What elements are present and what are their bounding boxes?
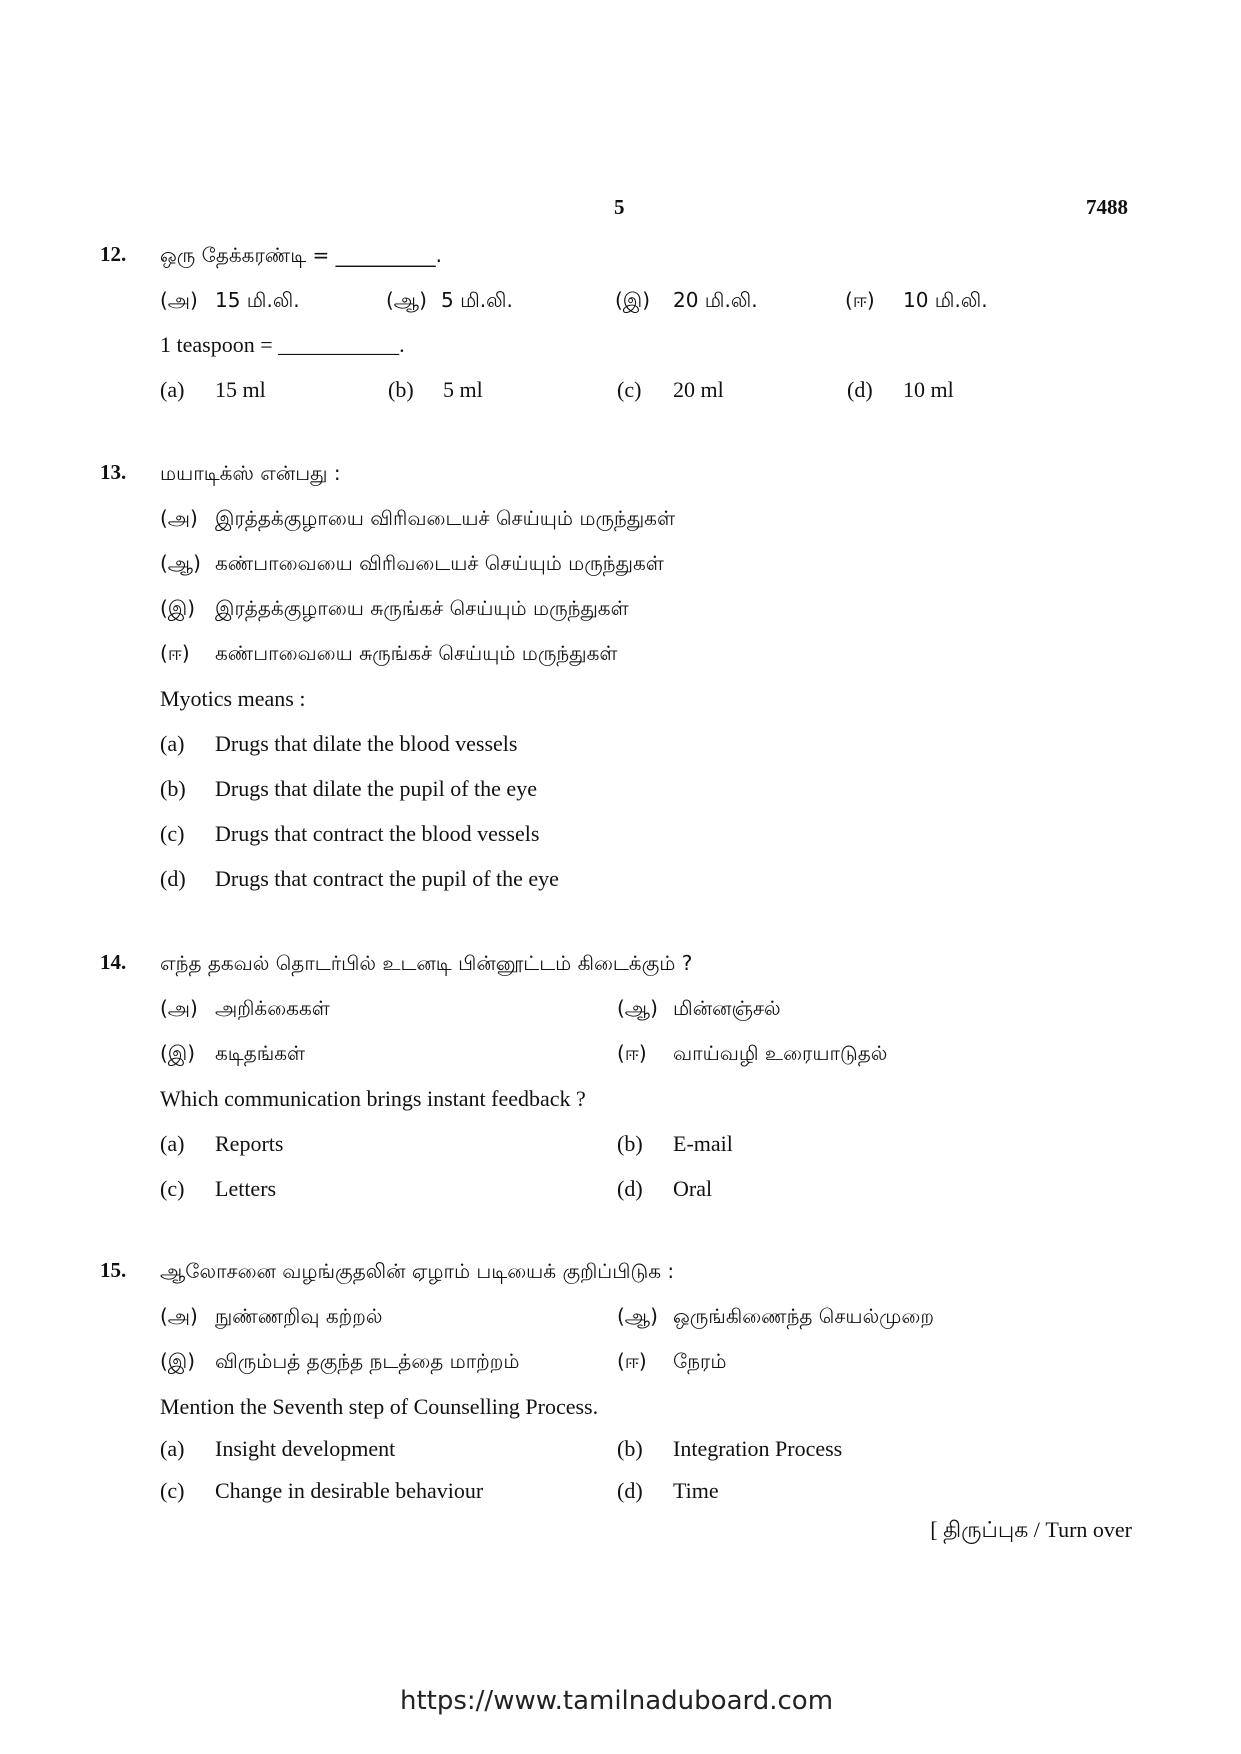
page-number: 5 (614, 195, 625, 219)
option-text: கடிதங்கள் (215, 1041, 306, 1065)
option-text: 20 மி.லி. (673, 288, 758, 312)
question-text-tamil: எந்த தகவல் தொடர்பில் உடனடி பின்னூட்டம் கிடைக்கும் ? (160, 951, 693, 975)
option-text: வாய்வழி உரையாடுதல் (673, 1041, 888, 1065)
question-number: 14. (100, 950, 127, 974)
option-label: (d) (847, 377, 873, 402)
option-text: இரத்தக்குழாயை விரிவடையச் செய்யும் மருந்துகள் (215, 506, 676, 530)
option-label: (இ) (160, 596, 196, 620)
option-text: Drugs that contract the pupil of the eye (215, 866, 559, 891)
option-label: (b) (388, 377, 414, 402)
option-text: ஒருங்கிணைந்த செயல்முறை (673, 1304, 934, 1328)
option-text: Reports (215, 1131, 284, 1156)
option-label: (அ) (160, 1304, 198, 1328)
option-text: மின்னஞ்சல் (673, 996, 781, 1020)
option-label: (c) (617, 377, 642, 402)
option-label: (a) (160, 377, 185, 402)
question-text-tamil: ஆலோசனை வழங்குதலின் ஏழாம் படியைக் குறிப்பிடுக : (160, 1259, 675, 1283)
option-text: கண்பாவையை விரிவடையச் செய்யும் மருந்துகள் (215, 551, 664, 575)
option-text: இரத்தக்குழாயை சுருங்கச் செய்யும் மருந்துகள் (215, 596, 629, 620)
option-label: (b) (617, 1436, 643, 1461)
question-text-tamil: மயாடிக்ஸ் என்பது : (160, 461, 341, 485)
option-label: (ஆ) (617, 1304, 658, 1328)
option-text: Letters (215, 1176, 277, 1201)
option-label: (d) (617, 1176, 643, 1201)
option-text: அறிக்கைகள் (215, 996, 330, 1020)
option-label: (ஈ) (617, 1041, 647, 1065)
question-number: 15. (100, 1258, 127, 1282)
option-label: (ஈ) (845, 288, 875, 312)
option-label: (d) (160, 866, 186, 891)
option-label: (ஆ) (617, 996, 658, 1020)
option-text: Insight development (215, 1436, 396, 1461)
option-label: (c) (160, 1478, 185, 1503)
option-text: E-mail (673, 1131, 733, 1156)
option-text: 15 மி.லி. (215, 288, 300, 312)
question-text-english: Which communication brings instant feedback ? (160, 1086, 586, 1111)
option-text: Change in desirable behaviour (215, 1478, 484, 1503)
option-text: 15 ml (215, 377, 266, 402)
option-label: (அ) (160, 288, 198, 312)
option-text: Drugs that dilate the blood vessels (215, 731, 518, 756)
option-text: Integration Process (673, 1436, 843, 1461)
option-label: (c) (160, 821, 185, 846)
option-text: விரும்பத் தகுந்த நடத்தை மாற்றம் (215, 1349, 520, 1373)
option-label: (ஆ) (386, 288, 427, 312)
option-label: (அ) (160, 996, 198, 1020)
option-label: (ஆ) (160, 551, 201, 575)
option-label: (d) (617, 1478, 643, 1503)
option-text: 10 மி.லி. (903, 288, 988, 312)
option-label: (இ) (160, 1041, 196, 1065)
option-label: (c) (160, 1176, 185, 1201)
option-text: 5 ml (443, 377, 483, 402)
turn-over-note: [ திருப்புக / Turn over (930, 1517, 1132, 1542)
option-text: கண்பாவையை சுருங்கச் செய்யும் மருந்துகள் (215, 641, 618, 665)
option-label: (அ) (160, 506, 198, 530)
option-text: நேரம் (673, 1349, 727, 1373)
option-text: 10 ml (903, 377, 954, 402)
option-text: Drugs that contract the blood vessels (215, 821, 540, 846)
option-label: (b) (160, 776, 186, 801)
option-text: Oral (673, 1176, 713, 1201)
question-text-tamil: ஒரு தேக்கரண்டி = __________. (160, 243, 442, 267)
option-text: 5 மி.லி. (441, 288, 513, 312)
question-number: 13. (100, 460, 127, 484)
question-number: 12. (100, 242, 127, 266)
option-text: 20 ml (673, 377, 724, 402)
option-label: (b) (617, 1131, 643, 1156)
question-text-english: 1 teaspoon = ___________. (160, 332, 405, 357)
option-label: (a) (160, 731, 185, 756)
option-label: (a) (160, 1131, 185, 1156)
option-label: (ஈ) (160, 641, 190, 665)
option-label: (இ) (615, 288, 651, 312)
option-label: (a) (160, 1436, 185, 1461)
footer-url: https://www.tamilnaduboard.com (400, 1686, 834, 1716)
option-text: Drugs that dilate the pupil of the eye (215, 776, 537, 801)
option-label: (இ) (160, 1349, 196, 1373)
option-text: நுண்ணறிவு கற்றல் (215, 1304, 383, 1328)
option-label: (ஈ) (617, 1349, 647, 1373)
option-text: Time (673, 1478, 719, 1503)
paper-code: 7488 (1086, 195, 1128, 219)
question-text-english: Myotics means : (160, 686, 306, 711)
question-text-english: Mention the Seventh step of Counselling Process. (160, 1394, 599, 1419)
